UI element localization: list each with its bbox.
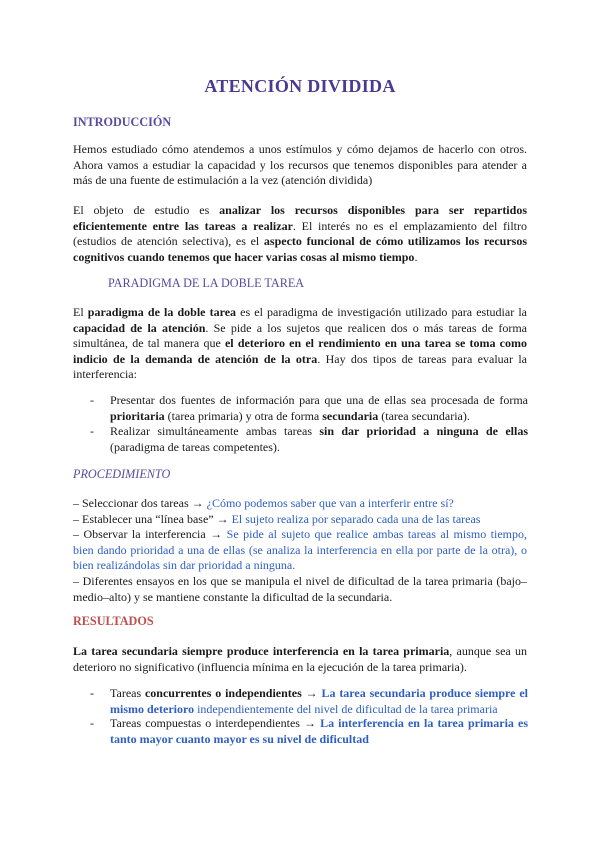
results-paragraph bbox=[73, 644, 527, 675]
procedure-line-2 bbox=[73, 512, 533, 528]
text-span: . Hay dos tipos de tareas para evaluar la interferencia: bbox=[73, 351, 528, 381]
bold-span: La tarea secundaria siempre produce interferencia en la tarea primaria bbox=[73, 644, 450, 658]
blue-bold-span: La tarea secundaria produce siempre el mismo deterioro bbox=[110, 686, 528, 716]
intro-paragraph-2 bbox=[73, 203, 527, 265]
paradigm-paragraph bbox=[73, 305, 527, 383]
paradigm-bullet-1 bbox=[110, 393, 528, 424]
blue-span: Se pide al sujeto que realice ambas tareas al mismo tiempo, bien dando prioridad a una de ellas (se analiza la interferencia en ella por parte de la otra), o bien realizándolas sin dar prioridad a ninguna. bbox=[73, 527, 528, 572]
bold-span: concurrentes o independientes bbox=[144, 686, 302, 700]
bullet-dash: - bbox=[90, 716, 94, 730]
procedure-line-3 bbox=[73, 527, 527, 574]
heading-procedimiento: PROCEDIMIENTO bbox=[73, 467, 171, 481]
bold-span: prioritaria bbox=[110, 408, 165, 423]
bold-span: secundaria bbox=[322, 408, 379, 423]
bold-span: paradigma de la doble tarea bbox=[87, 305, 237, 319]
text-span: . Se pide a los sujetos que realicen dos o más tareas de forma simultánea, de tal manera que bbox=[73, 320, 527, 350]
text-span: (paradigma de tareas competentes). bbox=[110, 439, 280, 454]
text-span: Tareas compuestas o interdependientes → bbox=[110, 716, 321, 730]
text-span: . El interés no es el emplazamiento del filtro (estudios de atención selectiva), es el bbox=[73, 218, 528, 248]
results-bullet-1 bbox=[110, 686, 528, 717]
text-span: El objeto de estudio es bbox=[73, 203, 220, 217]
blue-span: El sujeto realiza por separado cada una de las tareas bbox=[231, 512, 481, 526]
text-span: – Seleccionar dos tareas → bbox=[73, 496, 207, 510]
bullet-dash: - bbox=[90, 424, 94, 438]
bold-span: el deterioro en el rendimiento en una tarea se toma como indicio de la demanda de atención de la otra bbox=[73, 336, 527, 366]
heading-paradigma: PARADIGMA DE LA DOBLE TAREA bbox=[108, 276, 305, 290]
text-span: . bbox=[414, 249, 418, 264]
text-span: El bbox=[73, 305, 88, 319]
text-span: , aunque sea un deterioro no significativo (influencia mínima en la ejecución de la tarea primaria). bbox=[73, 644, 527, 674]
blue-bold-span: La interferencia en la tarea primaria es tanto mayor cuanto mayor es su nivel de dificultad bbox=[110, 716, 528, 746]
intro-paragraph-1: Hemos estudiado cómo atendemos a unos estímulos y cómo dejamos de hacerlo con otros. Ahora vamos a estudiar la capacidad y los recursos que tenemos disponibles para atender a más de una fuente de estimulación a la vez (atención dividida) bbox=[73, 142, 527, 187]
procedure-line-1 bbox=[73, 496, 533, 512]
bold-span: capacidad de la atención bbox=[73, 320, 206, 335]
blue-span: independientemente del nivel de dificultad de la tarea primaria bbox=[194, 701, 498, 716]
heading-resultados: RESULTADOS bbox=[73, 614, 154, 628]
text-span: (tarea secundaria). bbox=[378, 408, 470, 423]
document-title: ATENCIÓN DIVIDIDA bbox=[204, 76, 396, 96]
text-span: → bbox=[301, 686, 322, 700]
results-bullet-2 bbox=[110, 716, 528, 747]
procedure-line-4: – Diferentes ensayos en los que se manipula el nivel de dificultad de la tarea primaria (bajo–medio–alto) y se mantiene constante la dificultad de la secundaria. bbox=[73, 574, 527, 604]
heading-introduccion: INTRODUCCIÓN bbox=[73, 115, 172, 129]
text-span: Tareas bbox=[110, 686, 145, 700]
paradigm-bullet-2 bbox=[110, 424, 528, 455]
bullet-dash: - bbox=[90, 686, 94, 700]
text-span: es el paradigma de investigación utilizado para estudiar la bbox=[236, 305, 527, 319]
text-span: Presentar dos fuentes de información para que una de ellas sea procesada de forma bbox=[110, 393, 528, 407]
bold-span: sin dar prioridad a ninguna de ellas bbox=[319, 424, 528, 438]
text-span: (tarea primaria) y otra de forma bbox=[164, 408, 323, 423]
text-span: – Observar la interferencia → bbox=[73, 527, 227, 541]
bullet-dash: - bbox=[90, 393, 94, 407]
blue-span: ¿Cómo podemos saber que van a interferir entre sí? bbox=[206, 496, 454, 510]
text-span: – Establecer una “línea base” → bbox=[73, 512, 232, 526]
bold-span: analizar los recursos disponibles para ser repartidos eficientemente entre las tareas a realizar bbox=[73, 203, 527, 233]
text-span: Realizar simultáneamente ambas tareas bbox=[110, 424, 320, 438]
bold-span: aspecto funcional de cómo utilizamos los recursos cognitivos cuando tenemos que hacer varias cosas al mismo tiempo bbox=[73, 234, 527, 264]
